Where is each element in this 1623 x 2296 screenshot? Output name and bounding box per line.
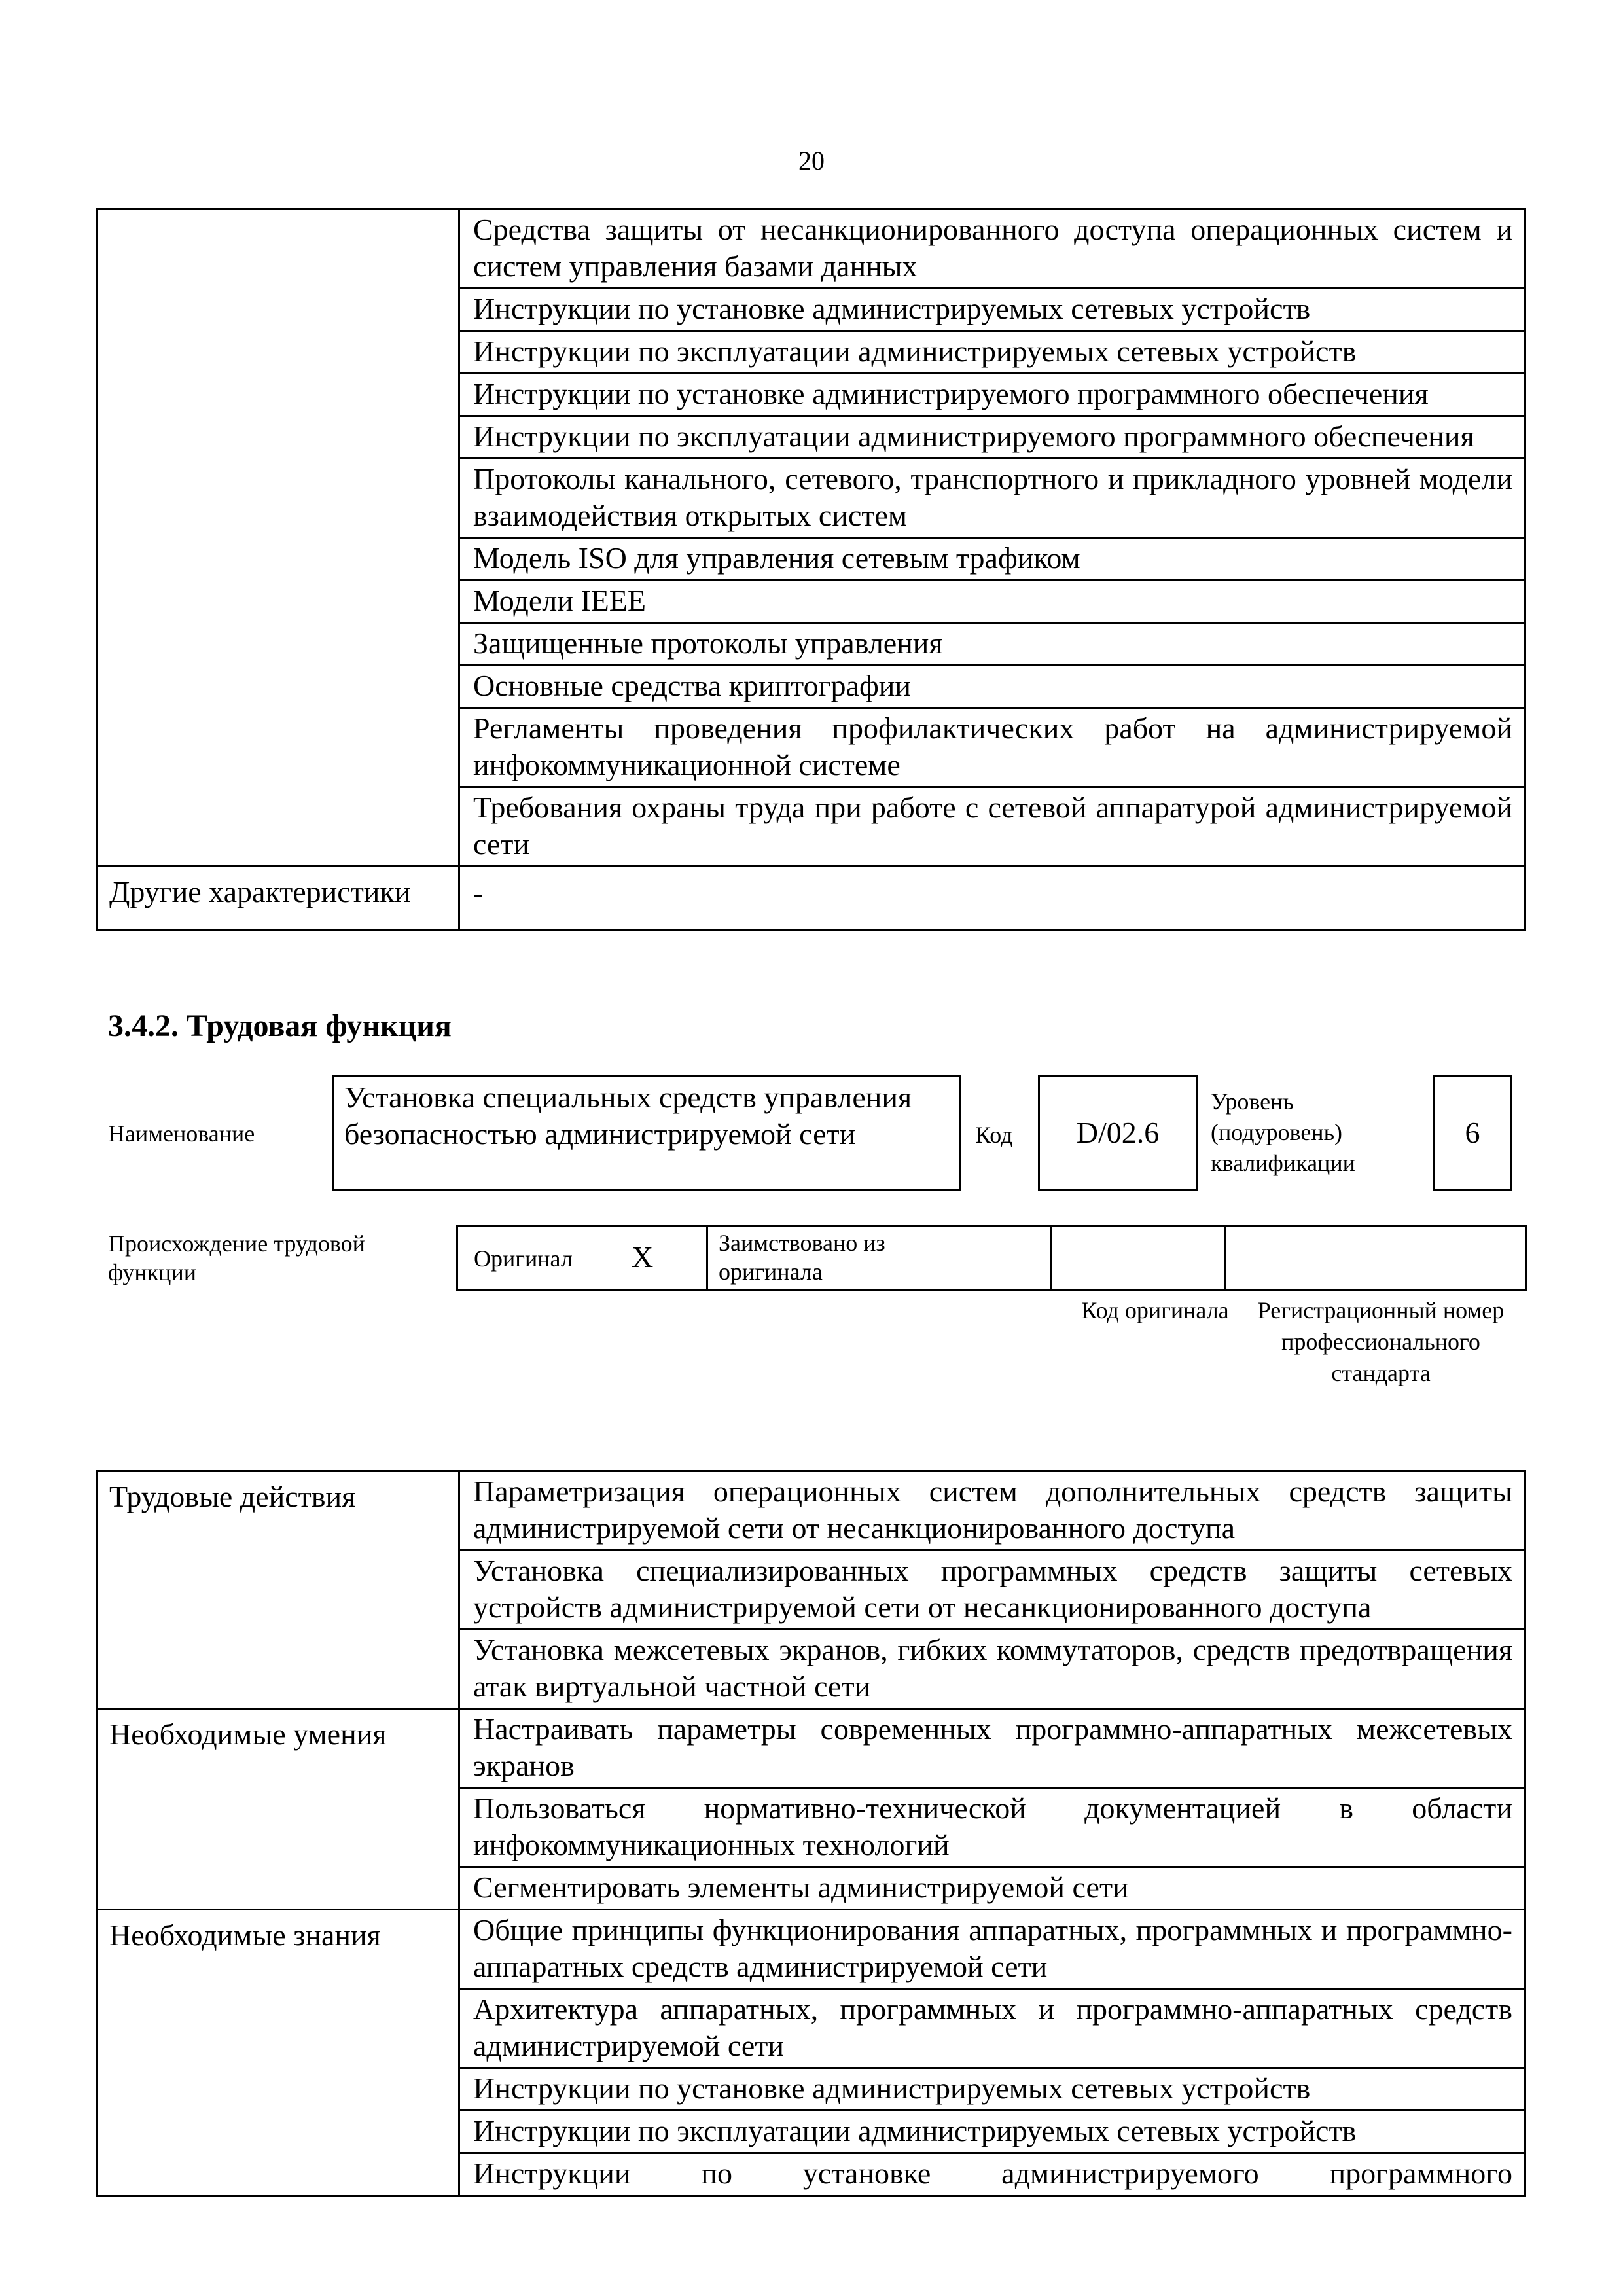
name-value: Установка специальных средств управления безопасностью администрируемой сети (344, 1081, 912, 1151)
table-cell: Установка межсетевых экранов, гибких коммутаторов, средств предотвращения атак виртуальной частной сети (459, 1630, 1525, 1709)
name-value-box (332, 1075, 961, 1191)
section-heading: 3.4.2. Трудовая функция (108, 1009, 452, 1043)
table-cell: Средства защиты от несанкционированного доступа операционных систем и систем управления базами данных (459, 209, 1525, 289)
row-label (97, 209, 459, 867)
knowledge-table-continued (96, 208, 1526, 931)
table-row (97, 1471, 1525, 1551)
table-cell: Общие принципы функционирования аппаратных, программных и программно-аппаратных средств администрируемой сети (459, 1910, 1525, 1989)
row-label: Необходимые умения (97, 1709, 459, 1910)
table-cell: Сегментировать элементы администрируемой сети (459, 1867, 1525, 1910)
table-cell: Модель ISO для управления сетевым трафиком (459, 538, 1525, 581)
table-cell: Установка специализированных программных средств защиты сетевых устройств администрируемой сети от несанкционированного доступа (459, 1551, 1525, 1630)
table-body (97, 209, 1525, 930)
table-cell: Инструкции по эксплуатации администрируемого программного обеспечения (459, 416, 1525, 459)
code-value: D/02.6 (1076, 1116, 1160, 1149)
table-cell: Инструкции по установке администрируемого программного обеспечения (459, 374, 1525, 416)
table-cell: - (459, 867, 1525, 930)
level-value: 6 (1465, 1116, 1480, 1149)
table-cell: Пользоваться нормативно-технической документацией в области инфокоммуникационных технологий (459, 1788, 1525, 1867)
reg-caption: Регистрационный номер профессионального стандарта (1257, 1297, 1505, 1386)
original-label: Оригинал (474, 1246, 573, 1272)
table-cell: Инструкции по установке администрируемого программного (459, 2153, 1525, 2196)
table-cell: Инструкции по эксплуатации администрируемых сетевых устройств (459, 331, 1525, 374)
borrowed-label: Заимствовано из оригинала (719, 1230, 885, 1285)
divider (1224, 1227, 1226, 1289)
table-row (97, 209, 1525, 289)
table-row (97, 867, 1525, 930)
labor-function-table (96, 1470, 1526, 2197)
table-cell: Инструкции по установке администрируемых сетевых устройств (459, 2068, 1525, 2111)
table-cell: Инструкции по эксплуатации администрируемых сетевых устройств (459, 2111, 1525, 2153)
table-cell: Параметризация операционных систем дополнительных средств защиты администрируемой сети от несанкционированного доступа (459, 1471, 1525, 1551)
original-mark: X (632, 1240, 654, 1274)
level-value-box (1433, 1075, 1512, 1191)
table-row (97, 1709, 1525, 1788)
divider (706, 1227, 708, 1289)
table-body (97, 1471, 1525, 2196)
table-row (97, 1910, 1525, 1989)
name-label: Наименование (108, 1121, 255, 1147)
row-label: Необходимые знания (97, 1910, 459, 2196)
level-label: Уровень (подуровень) квалификации (1211, 1088, 1355, 1176)
table-cell: Настраивать параметры современных программно-аппаратных межсетевых экранов (459, 1709, 1525, 1788)
row-label: Другие характеристики (97, 867, 459, 930)
row-label: Трудовые действия (97, 1471, 459, 1709)
table-cell: Защищенные протоколы управления (459, 623, 1525, 666)
table-cell: Инструкции по установке администрируемых сетевых устройств (459, 289, 1525, 331)
page-number: 20 (798, 146, 825, 175)
table-cell: Требования охраны труда при работе с сетевой аппаратурой администрируемой сети (459, 787, 1525, 867)
code-label: Код (975, 1122, 1013, 1148)
code-value-box (1038, 1075, 1198, 1191)
code-caption: Код оригинала (1081, 1297, 1229, 1323)
divider (1050, 1227, 1052, 1289)
table-cell: Модели IEEE (459, 581, 1525, 623)
origin-box (456, 1225, 1527, 1291)
table-cell: Протоколы канального, сетевого, транспортного и прикладного уровней модели взаимодействия открытых систем (459, 459, 1525, 538)
table-cell: Основные средства криптографии (459, 666, 1525, 708)
origin-label: Происхождение трудовой функции (108, 1230, 365, 1285)
table-cell: Регламенты проведения профилактических работ на администрируемой инфокоммуникационной системе (459, 708, 1525, 787)
table-cell: Архитектура аппаратных, программных и программно-аппаратных средств администрируемой сети (459, 1989, 1525, 2068)
